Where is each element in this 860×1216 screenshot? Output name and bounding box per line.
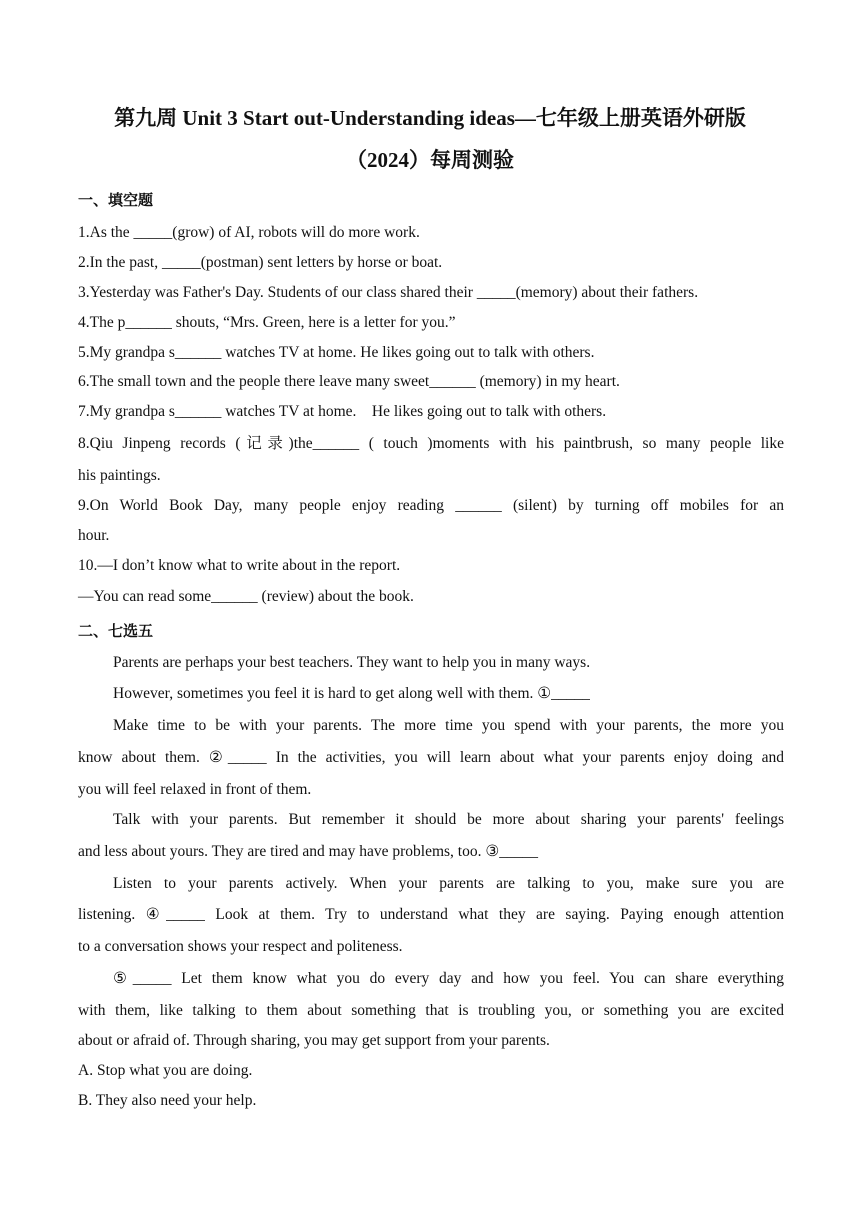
- passage-line: ⑤_____ Let them know what you do every day and how you feel. You can share everything: [113, 970, 784, 987]
- question-4: 4.The p______ shouts, “Mrs. Green, here is a letter for you.”: [78, 314, 456, 331]
- question-2: 2.In the past, _____(postman) sent letters by horse or boat.: [78, 254, 443, 271]
- section-heading-fill-blank: 一、填空题: [78, 191, 154, 209]
- passage-line: about or afraid of. Through sharing, you may get support from your parents.: [78, 1032, 550, 1049]
- passage-line: Parents are perhaps your best teachers. They want to help you in many ways.: [113, 654, 591, 671]
- document-title-line-1: 第九周 Unit 3 Start out-Understanding ideas—七年级上册英语外研版: [114, 106, 746, 130]
- passage-line: know about them. ②_____ In the activities, you will learn about what your parents enjoy doing and: [78, 749, 784, 766]
- passage-line: you will feel relaxed in front of them.: [78, 781, 312, 798]
- passage-line: to a conversation shows your respect and politeness.: [78, 938, 403, 955]
- question-7: 7.My grandpa s______ watches TV at home. He likes going out to talk with others.: [78, 403, 607, 420]
- passage-line: and less about yours. They are tired and may have problems, too. ③_____: [78, 843, 538, 860]
- question-6: 6.The small town and the people there leave many sweet______ (memory) in my heart.: [78, 373, 620, 390]
- option-a: A. Stop what you are doing.: [78, 1062, 253, 1079]
- question-10: 10.—I don’t know what to write about in the report.: [78, 557, 401, 574]
- passage-line: Make time to be with your parents. The more time you spend with your parents, the more you: [113, 717, 784, 734]
- question-9: 9.On World Book Day, many people enjoy reading ______ (silent) by turning off mobiles for an: [78, 497, 784, 514]
- passage-line: with them, like talking to them about something that is troubling you, or something you are excited: [78, 1002, 784, 1019]
- question-3: 3.Yesterday was Father's Day. Students of our class shared their _____(memory) about their fathers.: [78, 284, 699, 301]
- question-9-continued: hour.: [78, 527, 110, 544]
- passage-line: listening. ④_____ Look at them. Try to understand what they are saying. Paying enough attention: [78, 906, 784, 923]
- passage-line: However, sometimes you feel it is hard to get along well with them. ①_____: [113, 685, 590, 702]
- question-8: 8.Qiu Jinpeng records (记录)the______ ( touch )moments with his paintbrush, so many people like: [78, 435, 784, 452]
- section-heading-seven-choose-five: 二、七选五: [78, 622, 154, 640]
- question-10-answer: —You can read some______ (review) about the book.: [78, 588, 414, 605]
- question-8-continued: his paintings.: [78, 467, 161, 484]
- passage-line: Talk with your parents. But remember it should be more about sharing your parents' feelings: [113, 811, 784, 828]
- question-1: 1.As the _____(grow) of AI, robots will do more work.: [78, 224, 420, 241]
- option-b: B. They also need your help.: [78, 1092, 257, 1109]
- question-5: 5.My grandpa s______ watches TV at home. He likes going out to talk with others.: [78, 344, 595, 361]
- passage-line: Listen to your parents actively. When your parents are talking to you, make sure you are: [113, 875, 784, 892]
- document-title-line-2: （2024）每周测验: [346, 148, 514, 172]
